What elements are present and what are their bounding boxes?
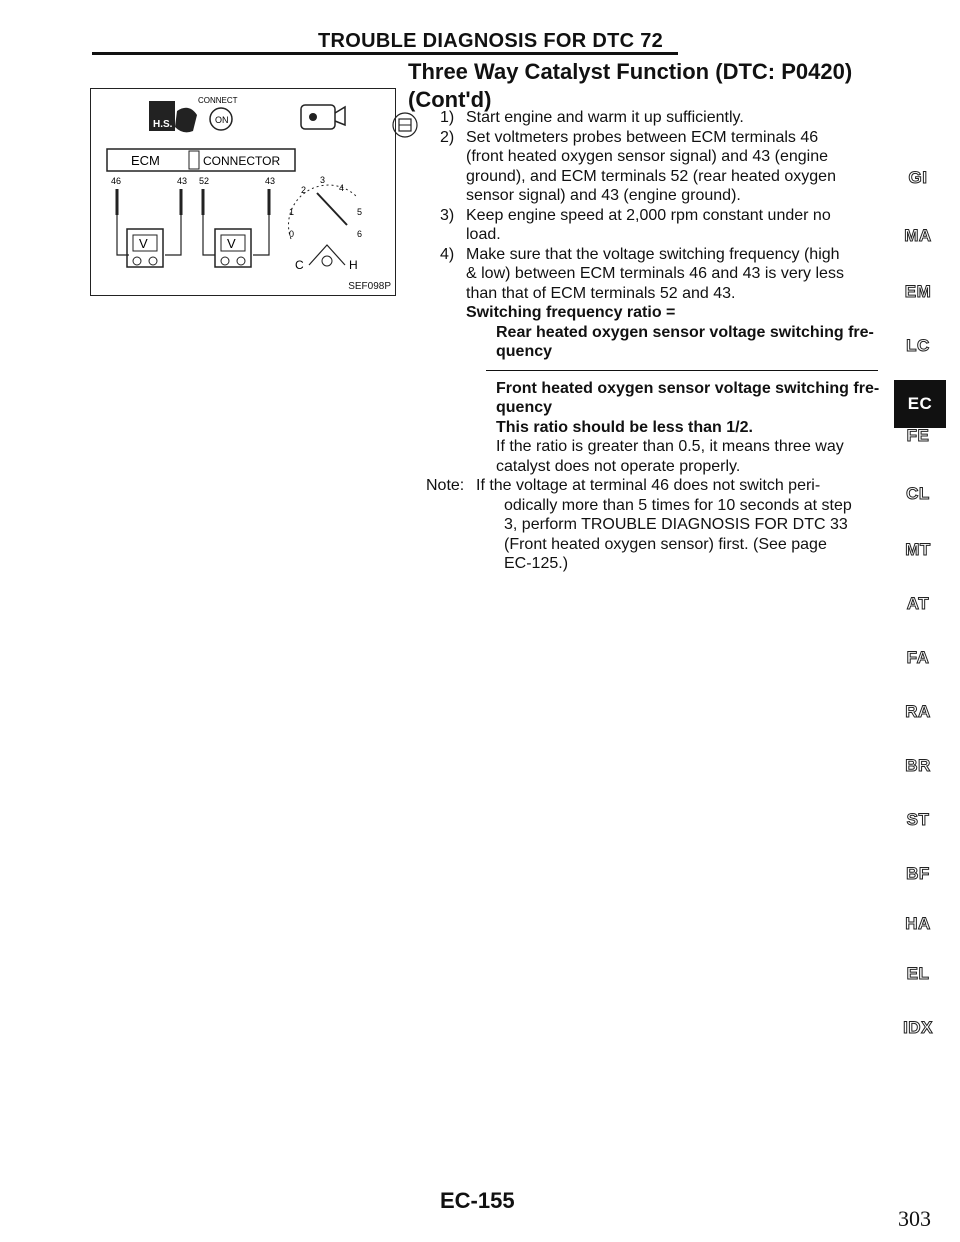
page-title xyxy=(408,58,852,114)
ratio-explain-line: If the ratio is greater than 0.5, it means three way xyxy=(496,438,844,455)
ratio-denominator-line: Front heated oxygen sensor voltage switching fre- xyxy=(496,379,880,397)
terminal-52-label: 52 xyxy=(199,176,210,186)
step-3-number: 3) xyxy=(440,206,455,224)
step-3-line: load. xyxy=(466,226,501,243)
step-1-line: Start engine and warm it up sufficiently. xyxy=(466,109,744,126)
voltmeter-1-label: V xyxy=(139,236,148,251)
step-2-line: (front heated oxygen sensor signal) and 43 (engine xyxy=(466,148,829,165)
tab-ra[interactable]: RA xyxy=(905,702,931,721)
terminal-43a-label: 43 xyxy=(177,176,188,186)
hs-label: H.S. xyxy=(153,119,173,130)
page-title-line2: (Cont'd) xyxy=(408,87,492,112)
step-4-line: than that of ECM terminals 52 and 43. xyxy=(466,284,736,302)
step-1-number: 1) xyxy=(440,109,455,126)
ratio-numerator-line: quency xyxy=(496,343,553,360)
section-header: TROUBLE DIAGNOSIS FOR DTC 72 xyxy=(318,30,664,52)
ignition-key-icon xyxy=(210,108,232,130)
wiring-diagram xyxy=(91,89,395,295)
note-line: (Front heated oxygen sensor) first. (See page xyxy=(504,535,827,553)
gauge-1: 1 xyxy=(289,207,295,217)
engine-icon xyxy=(301,105,345,129)
gauge-3: 3 xyxy=(320,175,326,185)
tab-fe[interactable]: FE xyxy=(906,426,930,445)
terminal-43b-label: 43 xyxy=(265,176,276,186)
header-rule xyxy=(92,52,678,55)
note-line: EC-125.) xyxy=(504,555,569,572)
note-line: odically more than 5 times for 10 seconds at step xyxy=(504,496,852,514)
tab-idx[interactable]: IDX xyxy=(903,1018,933,1037)
tachometer-gauge xyxy=(288,175,362,239)
temperature-icon xyxy=(295,245,358,272)
step-4-number: 4) xyxy=(440,245,455,263)
tab-ec[interactable]: EC xyxy=(894,380,946,428)
ratio-denominator-line: quency xyxy=(496,399,553,416)
gauge-5: 5 xyxy=(357,207,363,217)
tab-bf[interactable]: BF xyxy=(906,864,930,883)
page-number: 303 xyxy=(898,1206,931,1231)
tab-fa[interactable]: FA xyxy=(906,648,930,667)
step-2-line: Set voltmeters probes between ECM terminals 46 xyxy=(466,128,819,146)
terminal-46-label: 46 xyxy=(111,176,122,186)
note-line: If the voltage at terminal 46 does not switch peri- xyxy=(476,477,821,494)
tab-st[interactable]: ST xyxy=(906,810,930,829)
step-2-number: 2) xyxy=(440,128,455,146)
ratio-explain-line: catalyst does not operate properly. xyxy=(496,457,741,475)
probe-leads xyxy=(117,189,269,215)
note-line: 3, perform TROUBLE DIAGNOSIS FOR DTC 33 xyxy=(504,516,848,533)
engine-tool-icon xyxy=(390,110,420,140)
tab-em[interactable]: EM xyxy=(904,282,932,301)
ratio-numerator-line: Rear heated oxygen sensor voltage switching fre- xyxy=(496,323,874,341)
step-2-line: sensor signal) and 43 (engine ground). xyxy=(466,187,741,204)
temp-h-label: H xyxy=(349,258,358,272)
fraction-rule xyxy=(486,370,878,371)
step-1 xyxy=(426,108,896,128)
tab-cl[interactable]: CL xyxy=(906,484,930,503)
ecm-label: ECM xyxy=(131,153,160,168)
step-4-line: & low) between ECM terminals 46 and 43 is very less xyxy=(466,265,844,282)
voltmeter-2 xyxy=(215,229,251,267)
diagnosis-figure xyxy=(90,88,396,296)
gauge-6: 6 xyxy=(357,229,363,239)
step-2-line: ground), and ECM terminals 52 (rear heated oxygen xyxy=(466,167,836,185)
step-2 xyxy=(426,128,896,206)
step-4 xyxy=(426,245,896,304)
voltmeter-1 xyxy=(127,229,163,267)
ratio-limit: This ratio should be less than 1/2. xyxy=(496,418,753,436)
tab-at[interactable]: AT xyxy=(906,594,930,613)
tab-ma[interactable]: MA xyxy=(904,226,932,245)
note xyxy=(396,476,896,574)
step-3-line: Keep engine speed at 2,000 rpm constant under no xyxy=(466,206,831,224)
tab-lc[interactable]: LC xyxy=(906,336,930,355)
page-title-line1: Three Way Catalyst Function (DTC: P0420) xyxy=(408,59,853,84)
temp-c-label: C xyxy=(295,258,304,272)
gauge-4: 4 xyxy=(339,183,345,193)
figure-code: SEF098P xyxy=(348,281,391,292)
ratio-label: Switching frequency ratio = xyxy=(466,304,676,321)
tab-br[interactable]: BR xyxy=(905,756,931,775)
on-label: ON xyxy=(215,115,229,125)
tab-mt[interactable]: MT xyxy=(905,540,931,559)
tab-gi[interactable]: GI xyxy=(908,168,928,187)
step-3 xyxy=(426,206,896,245)
tab-el[interactable]: EL xyxy=(906,964,930,983)
footer-section-code: EC-155 xyxy=(440,1188,515,1213)
voltmeter-2-label: V xyxy=(227,236,236,251)
note-label: Note: xyxy=(426,477,465,494)
connect-label: CONNECT xyxy=(198,96,238,105)
step-4-line: Make sure that the voltage switching frequency (high xyxy=(466,245,840,263)
gauge-0: 0 xyxy=(289,229,295,239)
connector-label: CONNECTOR xyxy=(203,154,281,168)
procedure-body xyxy=(426,108,896,574)
tab-ha[interactable]: HA xyxy=(905,914,931,933)
gauge-2: 2 xyxy=(301,185,307,195)
